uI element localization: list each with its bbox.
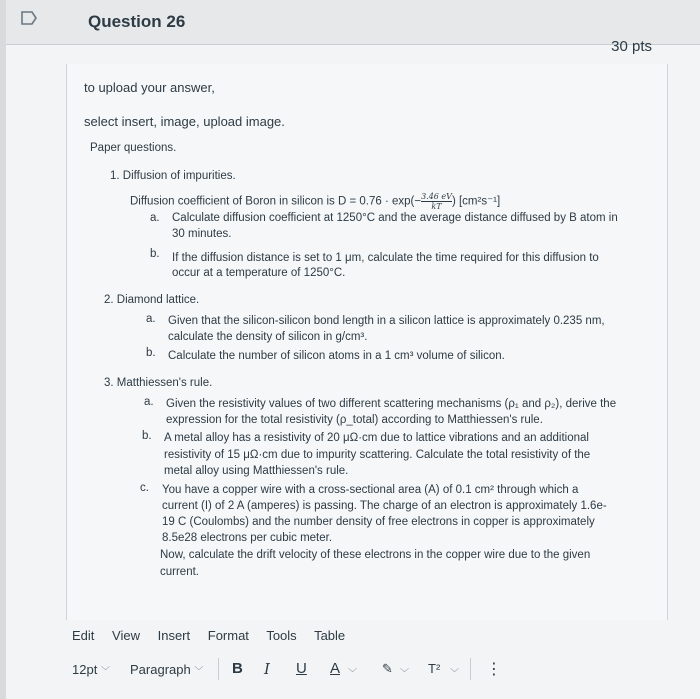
q2-b-line1: Calculate the number of silicon atoms in a 1 cm³ volume of silicon. — [168, 350, 505, 362]
q1-b-label: b. — [150, 248, 160, 260]
instruction-line-2: select insert, image, upload image. — [84, 114, 285, 129]
q1-a-line2: 30 minutes. — [172, 228, 232, 240]
q1-formula-intro: Diffusion coefficient of Boron in silicon is D = 0.76 · exp(− — [130, 195, 422, 208]
highlight-color-button[interactable]: ✎ — [382, 661, 393, 676]
flag-question-icon[interactable] — [20, 10, 38, 26]
chevron-down-icon: ﹀ — [194, 666, 204, 676]
block-format-select[interactable] — [130, 662, 203, 677]
superscript-button[interactable]: T² — [428, 661, 441, 676]
bold-button[interactable]: B — [232, 660, 243, 677]
q3-c-line5: Now, calculate the drift velocity of these electrons in the copper wire due to the given — [160, 549, 591, 561]
q2-b-label: b. — [146, 347, 156, 359]
q3-c-line3: 19 C (Coulombs) and the number density of free electrons in copper is approximately — [162, 516, 595, 528]
menu-view[interactable]: View — [112, 628, 140, 643]
q3-b-line1: A metal alloy has a resistivity of 20 μΩ·cm due to lattice vibrations and an additional — [164, 432, 589, 444]
q3-a-line2: expression for the total resistivity (ρ_total) according to Matthiessen's rule. — [166, 414, 543, 426]
q3-a-line1: Given the resistivity values of two different scattering mechanisms (ρ₁ and ρ₂), derive the — [166, 398, 617, 410]
menu-table[interactable]: Table — [314, 628, 346, 643]
paper-heading: Paper questions. — [90, 142, 177, 154]
block-format-value: Paragraph — [130, 662, 191, 677]
q1-a-label: a. — [150, 212, 160, 224]
chevron-down-icon[interactable]: ﹀ — [450, 668, 460, 678]
question-title: Question 26 — [88, 12, 186, 31]
chevron-down-icon[interactable]: ﹀ — [400, 668, 410, 678]
q1-formula-tail: ) [cm²s⁻¹] — [451, 195, 501, 208]
q2-a-label: a. — [146, 313, 156, 325]
q2-title: 2. Diamond lattice. — [104, 294, 200, 306]
underline-button[interactable]: U — [296, 660, 307, 677]
q1-a-line1: Calculate diffusion coefficient at 1250°C and the average distance diffused by B atom in — [172, 212, 618, 224]
instruction-line-1: to upload your answer, — [84, 80, 215, 95]
menu-edit[interactable]: Edit — [72, 628, 95, 643]
font-size-select[interactable] — [72, 662, 110, 677]
menu-tools[interactable]: Tools — [266, 628, 297, 643]
editor-format-bar — [66, 650, 700, 690]
font-size-value: 12pt — [72, 662, 98, 677]
q3-b-line2: resistivity of 15 μΩ·cm due to impurity scattering. Calculate the total resistivity of the — [164, 449, 591, 461]
q1-formula-denominator: kT — [431, 202, 442, 211]
q3-title: 3. Matthiessen's rule. — [104, 377, 213, 389]
q3-c-line4: 8.5e28 electrons per cubic meter. — [162, 532, 333, 544]
more-options-icon[interactable]: ⋮ — [486, 661, 502, 678]
q1-formula-numerator: 3.46 eV — [421, 192, 452, 201]
q2-a-line1: Given that the silicon-silicon bond length in a silicon lattice is approximately 0.235 nm, — [168, 315, 605, 327]
q3-c-line6: current. — [160, 566, 199, 578]
menu-insert[interactable]: Insert — [157, 628, 191, 643]
chevron-down-icon: ﹀ — [100, 666, 110, 676]
q3-c-label: c. — [140, 482, 149, 494]
q1-b-line1: If the diffusion distance is set to 1 μm, calculate the time required for this diffusion to — [172, 252, 599, 264]
q3-b-line3: metal alloy using Matthiessen's rule. — [164, 465, 349, 477]
q3-a-label: a. — [144, 396, 154, 408]
q2-a-line2: calculate the density of silicon in g/cm³. — [168, 331, 368, 343]
chevron-down-icon[interactable]: ﹀ — [348, 668, 358, 678]
menu-format[interactable]: Format — [207, 628, 249, 643]
q3-c-line1: You have a copper wire with a cross-sectional area (A) of 0.1 cm² through which a — [162, 484, 579, 496]
question-points: 30 pts — [611, 38, 652, 55]
q1-b-line2: occur at a temperature of 1250°C. — [172, 267, 346, 279]
toolbar-divider — [218, 658, 219, 680]
toolbar-divider — [470, 658, 471, 680]
q3-b-label: b. — [142, 430, 152, 442]
text-color-button[interactable]: A — [330, 660, 341, 677]
italic-button[interactable]: I — [264, 660, 270, 678]
q1-title: 1. Diffusion of impurities. — [110, 170, 236, 182]
q1-formula — [130, 192, 500, 211]
editor-menubar — [72, 628, 359, 643]
q3-c-line2: current (I) of 2 A (amperes) is passing. The charge of an electron is approximately 1.6e- — [162, 500, 607, 512]
